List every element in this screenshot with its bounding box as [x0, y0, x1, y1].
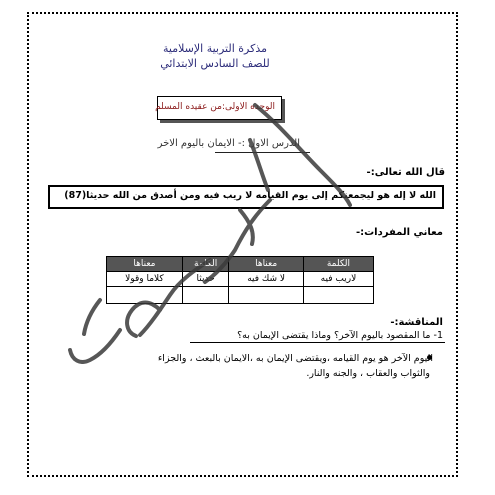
table-header-cell: معناها — [107, 257, 183, 272]
verse-intro: قال الله تعالى:- — [366, 167, 445, 178]
document-title: مذكرة التربية الإسلامية — [162, 42, 268, 55]
table-cell: كلاما وقولا — [107, 272, 183, 287]
table-cell: حديثا — [182, 272, 229, 287]
table-header-cell: الكلمة — [303, 257, 373, 272]
answer-line-1: اليوم الآخر هو يوم القيامه ،ويقتضى الإيمان به ،الايمان بالبعث ، والجزاء — [157, 353, 433, 364]
unit-title: الوحده الاولى:من عقيده المسلم — [155, 102, 275, 112]
document-subtitle: للصف السادس الابتدائي — [160, 57, 270, 70]
vocab-heading: معاني المفردات:- — [355, 227, 443, 238]
table-header-cell: معناها — [229, 257, 304, 272]
table-cell: لاريب فيه — [303, 272, 373, 287]
answer-line-2: والثواب والعقاب ، والجنه والنار. — [306, 368, 430, 379]
discussion-heading: المناقشة:- — [390, 317, 443, 328]
question-text: 1- ما المقصود باليوم الآخر؟ وماذا يقتضى الإيمان به؟ — [237, 330, 443, 341]
table-cell: لا شك فيه — [229, 272, 304, 287]
table-header-cell: الكلمة — [182, 257, 229, 272]
verse-text: الله لا إله هو ليجمعنكم إلى يوم القيامه لا ريب فيه ومن أصدق من الله حديثا(87) — [64, 190, 436, 201]
lesson-title: الدرس الاول :- الايمان باليوم الاخر — [157, 138, 300, 149]
